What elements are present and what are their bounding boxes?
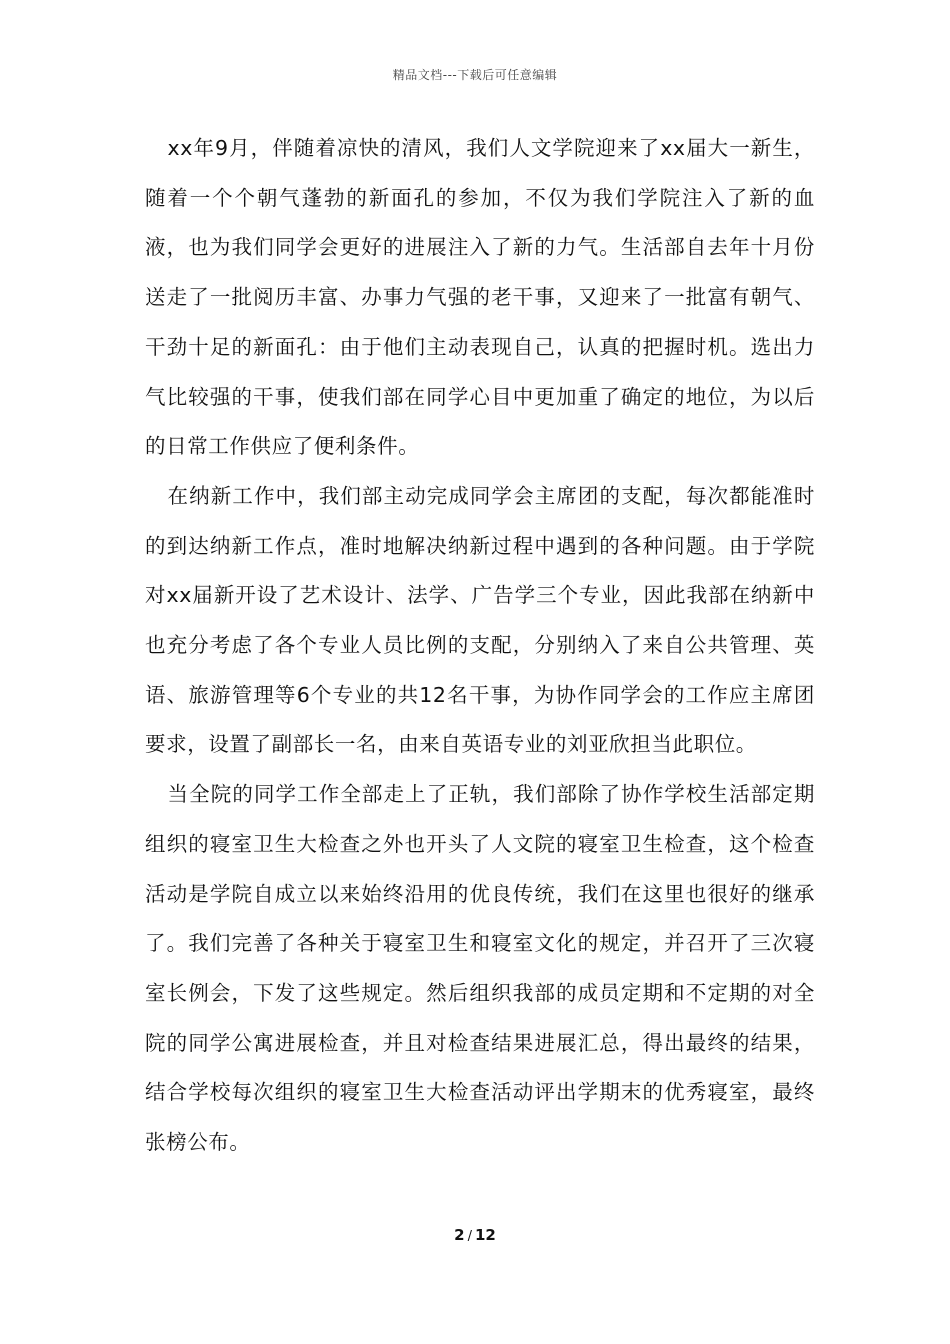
paragraph: 在纳新工作中，我们部主动完成同学会主席团的支配，每次都能准时的到达纳新工作点，准时地解决纳新过程中遇到的各种问题。由于学院对xx届新开设了艺术设计、法学、广告学三个专业，因此我部在纳新中也充分考虑了各个专业人员比例的支配，分别纳入了来自公共管理、英语、旅游管理等6个专业的共12名干事，为协作同学会的工作应主席团要求，设置了副部长一名，由来自英语专业的刘亚欣担当此职位。 [145, 483, 815, 757]
page-number [0, 1226, 950, 1244]
page-separator: / [467, 1229, 472, 1244]
document-body [145, 124, 815, 1168]
total-pages-number: 12 [474, 1226, 496, 1244]
paragraph: xx年9月，伴随着凉快的清风，我们人文学院迎来了xx届大一新生，随着一个个朝气蓬勃的新面孔的参加，不仅为我们学院注入了新的血液，也为我们同学会更好的进展注入了新的力气。生活部自去年十月份送走了一批阅历丰富、办事力气强的老干事，又迎来了一批富有朝气、干劲十足的新面孔：由于他们主动表现自己，认真的把握时机。选出力气比较强的干事，使我们部在同学心目中更加重了确定的地位，为以后的日常工作供应了便利条件。 [145, 136, 815, 459]
current-page-number: 2 [454, 1226, 465, 1244]
page-header: 精品文档---下载后可任意编辑 [392, 68, 558, 82]
paragraph: 当全院的同学工作全部走上了正轨，我们部除了协作学校生活部定期组织的寝室卫生大检查之外也开头了人文院的寝室卫生检查，这个检查活动是学院自成立以来始终沿用的优良传统，我们在这里也很好的继承了。我们完善了各种关于寝室卫生和寝室文化的规定，并召开了三次寝室长例会，下发了这些规定。然后组织我部的成员定期和不定期的对全院的同学公寓进展检查，并且对检查结果进展汇总，得出最终的结果，结合学校每次组织的寝室卫生大检查活动评出学期末的优秀寝室，最终张榜公布。 [145, 782, 815, 1155]
